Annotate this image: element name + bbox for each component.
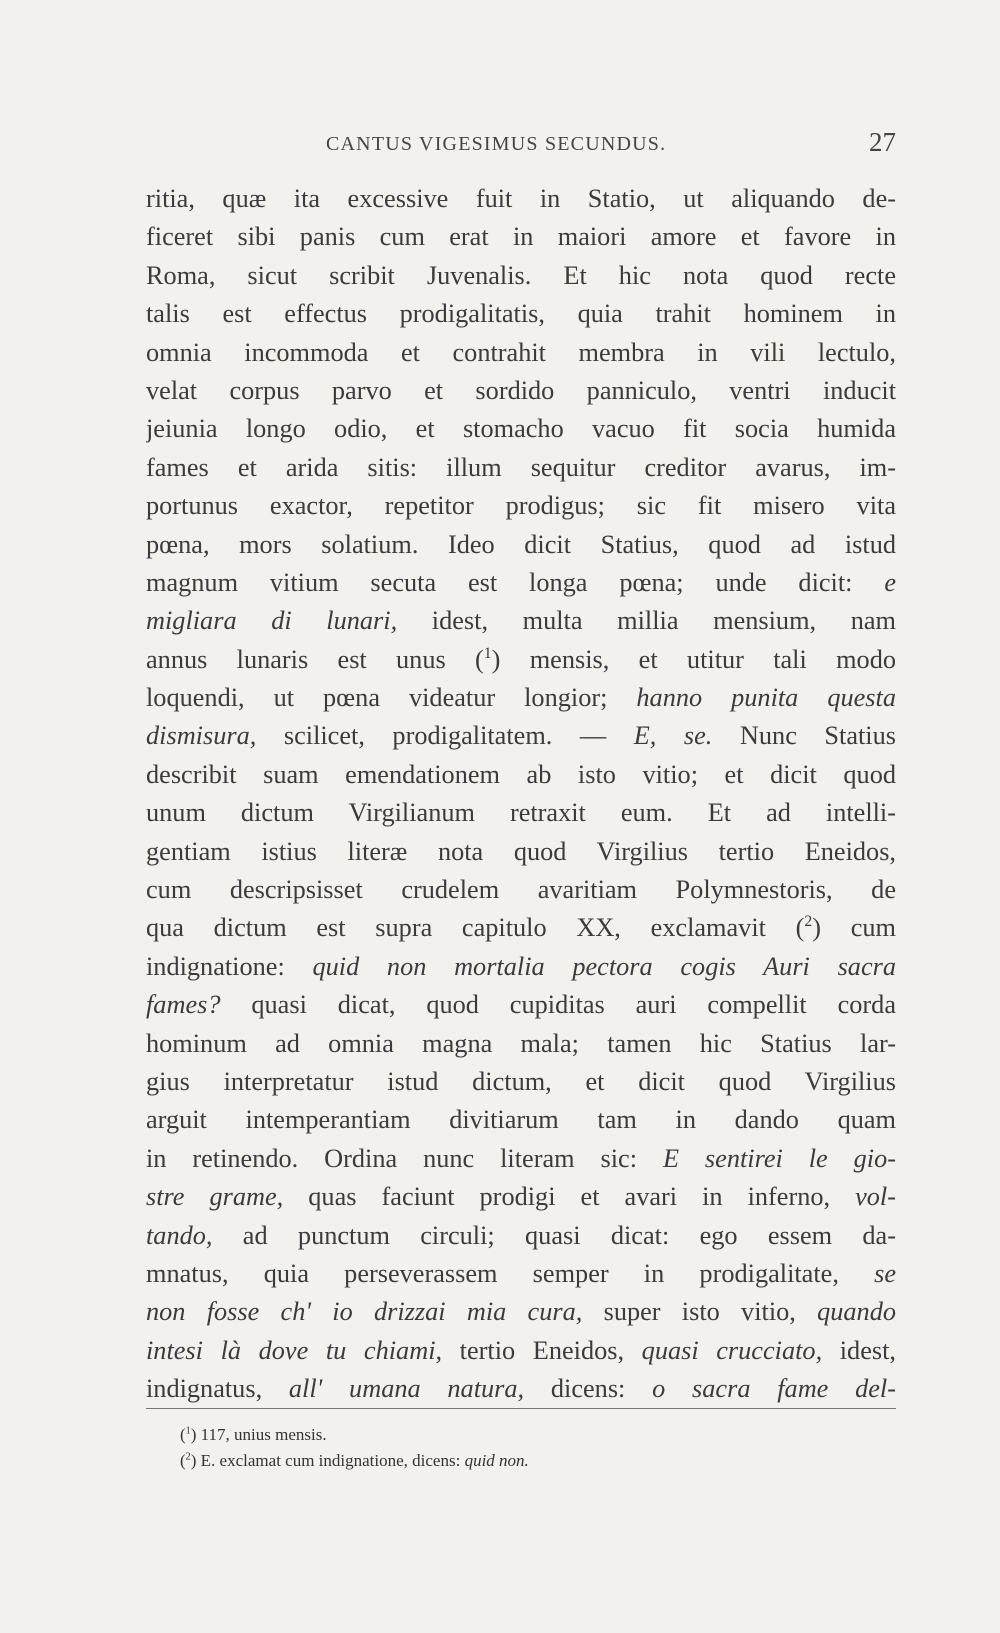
italic-text: quid non.: [464, 1451, 529, 1470]
body-text: [146, 180, 896, 1409]
italic-text: hanno punita questa: [636, 683, 896, 713]
text-line: [146, 756, 896, 794]
text-line: [146, 1178, 896, 1216]
text-line: [146, 1140, 896, 1178]
text-line: [146, 526, 896, 564]
text-segment: idest,: [822, 1335, 896, 1365]
page-header: [146, 127, 896, 169]
text-segment: super isto vitio,: [582, 1297, 818, 1327]
text-line: [146, 794, 896, 832]
footnote: [180, 1422, 880, 1448]
text-segment: loquendi, ut pœna videatur longior;: [146, 683, 637, 713]
text-segment: idest, multa millia mensium, nam: [397, 606, 896, 636]
text-segment: talis est effectus prodigalitatis, quia trahit hominem in: [146, 299, 896, 329]
text-line: [146, 218, 896, 256]
text-line: [146, 948, 896, 986]
text-segment: Roma, sicut scribit Juvenalis. Et hic nota quod recte: [146, 260, 896, 290]
text-segment: unum dictum Virgilianum retraxit eum. Et ad intelli-: [146, 798, 896, 828]
text-line: [146, 449, 896, 487]
text-line: [146, 1293, 896, 1331]
text-line: [146, 257, 896, 295]
text-segment: jeiunia longo odio, et stomacho vacuo fit socia humida: [146, 414, 896, 444]
text-line: [146, 986, 896, 1024]
text-segment: gius interpretatur istud dictum, et dicit quod Virgilius: [146, 1066, 896, 1096]
text-line: [146, 1217, 896, 1255]
text-segment: ) mensis, et utitur tali modo: [491, 644, 896, 674]
text-line: [146, 679, 896, 717]
text-segment: omnia incommoda et contrahit membra in vili lectulo,: [146, 337, 896, 367]
italic-text: tando,: [146, 1220, 213, 1250]
italic-text: migliara di lunari,: [146, 606, 398, 636]
italic-text: quid non mortalia pectora cogis Auri sacra: [312, 951, 896, 981]
text-line: [146, 180, 896, 218]
text-segment: mnatus, quia perseverassem semper in prodigalitate,: [146, 1258, 875, 1288]
italic-text: stre grame,: [146, 1182, 284, 1212]
text-line: [146, 410, 896, 448]
text-segment: (: [180, 1451, 186, 1470]
running-title: CANTUS VIGESIMUS SECUNDUS.: [326, 133, 667, 155]
italic-text: dismisura,: [146, 721, 257, 751]
text-line: [146, 833, 896, 871]
text-segment: qua dictum est supra capitulo XX, exclamavit (: [146, 913, 805, 943]
footnote-ref: 1: [185, 1425, 191, 1437]
text-segment: annus lunaris est unus (: [146, 644, 484, 674]
text-line: [146, 487, 896, 525]
text-line: [146, 641, 896, 679]
text-line: [146, 909, 896, 947]
text-line: [146, 372, 896, 410]
text-segment: hominum ad omnia magna mala; tamen hic Statius lar-: [146, 1028, 896, 1058]
footnote-ref: 1: [483, 644, 492, 662]
text-segment: describit suam emendationem ab isto vitio; et dicit quod: [146, 759, 896, 789]
text-line: [146, 295, 896, 333]
text-segment: in retinendo. Ordina nunc literam sic:: [146, 1143, 663, 1173]
text-segment: ritia, quæ ita excessive fuit in Statio, ut aliquando de-: [146, 184, 896, 213]
text-segment: ) cum: [812, 913, 896, 943]
page-number: 27: [869, 127, 896, 157]
footnote-divider: [146, 1408, 896, 1409]
italic-text: E sentirei le gio-: [662, 1143, 896, 1173]
text-segment: cum descripsisset crudelem avaritiam Polymnestoris, de: [146, 875, 896, 905]
text-segment: ficeret sibi panis cum erat in maiori amore et favore in: [146, 222, 896, 252]
text-line: [146, 602, 896, 640]
text-segment: indignatus,: [146, 1374, 289, 1404]
text-segment: quas faciunt prodigi et avari in inferno,: [283, 1182, 856, 1212]
text-line: [146, 1332, 896, 1370]
italic-text: all' umana natura,: [288, 1374, 525, 1404]
italic-text: fames?: [146, 990, 221, 1020]
text-segment: ) 117, unius mensis.: [190, 1425, 327, 1444]
text-segment: portunus exactor, repetitor prodigus; sic fit misero vita: [146, 491, 896, 521]
italic-text: e: [884, 567, 896, 597]
footnote: [180, 1448, 880, 1474]
italic-text: quasi crucciato,: [641, 1335, 823, 1365]
text-segment: Nunc Statius: [712, 721, 896, 751]
italic-text: intesi là dove tu chiami,: [146, 1335, 443, 1365]
text-line: [146, 564, 896, 602]
text-segment: magnum vitium secuta est longa pœna; unde dicit:: [146, 567, 885, 597]
italic-text: non fosse ch' io drizzai mia cura,: [146, 1297, 583, 1327]
text-segment: dicens:: [524, 1374, 653, 1404]
text-line: [146, 1255, 896, 1293]
text-segment: quasi dicat, quod cupiditas auri compellit corda: [220, 990, 896, 1020]
footnote-ref: 2: [185, 1451, 191, 1463]
text-line: [146, 871, 896, 909]
text-line: [146, 1025, 896, 1063]
text-segment: velat corpus parvo et sordido panniculo, ventri inducit: [146, 375, 896, 405]
text-segment: (: [180, 1425, 186, 1444]
text-segment: scilicet, prodigalitatem. —: [256, 721, 634, 751]
italic-text: o sacra fame del-: [652, 1374, 896, 1404]
text-line: [146, 717, 896, 755]
text-segment: fames et arida sitis: illum sequitur creditor avarus, im-: [146, 452, 896, 482]
italic-text: quando: [817, 1297, 896, 1327]
italic-text: E, se.: [633, 721, 713, 751]
text-segment: indignatione:: [146, 951, 313, 981]
text-segment: ad punctum circuli; quasi dicat: ego essem da-: [212, 1220, 896, 1250]
text-segment: gentiam istius literæ nota quod Virgilius tertio Eneidos,: [146, 836, 896, 866]
text-line: [146, 334, 896, 372]
italic-text: vol-: [855, 1182, 896, 1212]
footnote-ref: 2: [804, 913, 813, 931]
text-segment: ) E. exclamat cum indignatione, dicens:: [190, 1451, 465, 1470]
italic-text: se: [874, 1258, 896, 1288]
text-line: [146, 1063, 896, 1101]
text-line: [146, 1370, 896, 1408]
footnotes: [180, 1422, 880, 1474]
text-segment: tertio Eneidos,: [442, 1335, 642, 1365]
text-line: [146, 1101, 896, 1139]
text-segment: pœna, mors solatium. Ideo dicit Statius, quod ad istud: [146, 529, 896, 559]
text-segment: arguit intemperantiam divitiarum tam in dando quam: [146, 1105, 896, 1135]
